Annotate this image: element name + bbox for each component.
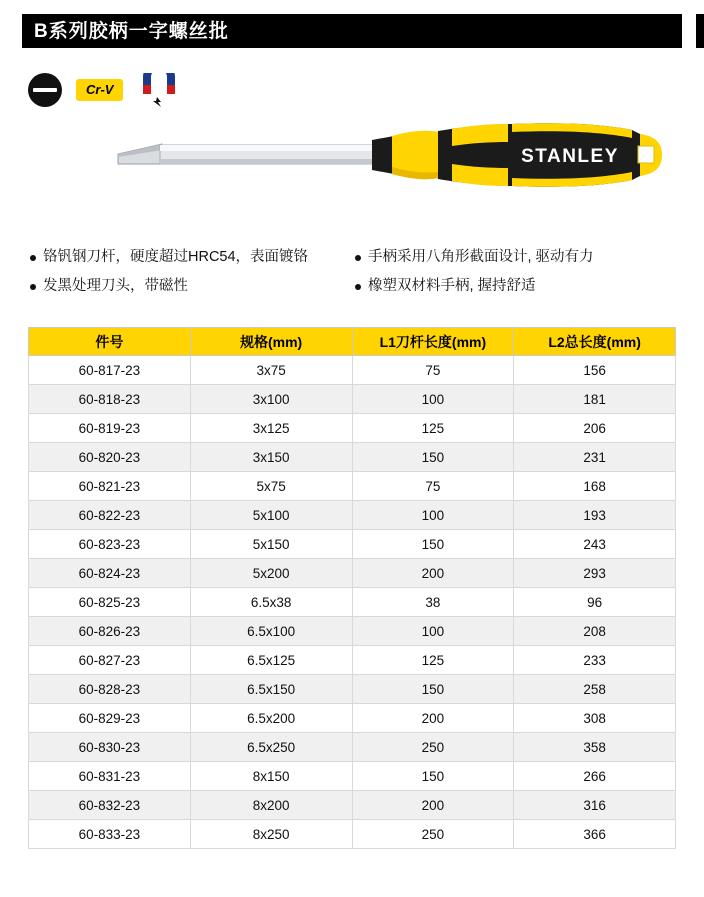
cell-part-number: 60-828-23	[29, 675, 191, 704]
cell-part-number: 60-833-23	[29, 820, 191, 849]
cell-total-length: 308	[514, 704, 676, 733]
table-row	[29, 530, 676, 559]
feature-text: 铬钒钢刀杆，硬度超过HRC54，表面镀铬	[43, 249, 309, 265]
list-item	[30, 248, 355, 268]
cell-blade-length: 200	[352, 791, 514, 820]
feature-list	[30, 248, 680, 305]
cell-blade-length: 200	[352, 704, 514, 733]
cell-part-number: 60-825-23	[29, 588, 191, 617]
bullet-icon	[30, 284, 36, 290]
feature-text: 橡塑双材料手柄, 握持舒适	[368, 277, 536, 294]
cell-part-number: 60-827-23	[29, 646, 191, 675]
cell-total-length: 233	[514, 646, 676, 675]
cell-blade-length: 75	[352, 356, 514, 385]
cell-part-number: 60-832-23	[29, 791, 191, 820]
cell-total-length: 168	[514, 472, 676, 501]
table-row	[29, 414, 676, 443]
magnet-icon	[137, 73, 181, 107]
svg-text:STANLEY: STANLEY	[521, 146, 619, 167]
table-row	[29, 704, 676, 733]
cell-size: 3x125	[190, 414, 352, 443]
column-header-total-length: L2总长度(mm)	[514, 328, 676, 356]
cell-size: 5x200	[190, 559, 352, 588]
table-row	[29, 559, 676, 588]
page-title: B系列胶柄一字螺丝批	[34, 20, 229, 42]
list-item	[30, 277, 355, 297]
cell-total-length: 231	[514, 443, 676, 472]
cell-size: 3x100	[190, 385, 352, 414]
cell-part-number: 60-826-23	[29, 617, 191, 646]
badge-row	[28, 72, 181, 108]
cell-blade-length: 125	[352, 414, 514, 443]
column-header-size: 规格(mm)	[190, 328, 352, 356]
cell-size: 5x150	[190, 530, 352, 559]
cell-size: 3x75	[190, 356, 352, 385]
cell-total-length: 266	[514, 762, 676, 791]
table-row	[29, 675, 676, 704]
cell-total-length: 358	[514, 733, 676, 762]
cell-part-number: 60-831-23	[29, 762, 191, 791]
feature-text: 发黑处理刀头，带磁性	[43, 277, 188, 294]
cell-blade-length: 100	[352, 617, 514, 646]
cell-size: 6.5x125	[190, 646, 352, 675]
cell-size: 5x75	[190, 472, 352, 501]
cell-part-number: 60-823-23	[29, 530, 191, 559]
table-row	[29, 617, 676, 646]
feature-column-left	[30, 248, 355, 305]
page-header	[22, 14, 682, 48]
table-row	[29, 646, 676, 675]
cell-total-length: 366	[514, 820, 676, 849]
cell-total-length: 206	[514, 414, 676, 443]
cell-total-length: 156	[514, 356, 676, 385]
cell-part-number: 60-830-23	[29, 733, 191, 762]
table-row	[29, 501, 676, 530]
product-image	[22, 112, 682, 240]
cell-part-number: 60-819-23	[29, 414, 191, 443]
cell-blade-length: 75	[352, 472, 514, 501]
cell-part-number: 60-829-23	[29, 704, 191, 733]
table-row	[29, 733, 676, 762]
cell-total-length: 181	[514, 385, 676, 414]
table-row	[29, 762, 676, 791]
cell-size: 5x100	[190, 501, 352, 530]
bullet-icon	[30, 255, 36, 261]
cell-part-number: 60-822-23	[29, 501, 191, 530]
cell-part-number: 60-817-23	[29, 356, 191, 385]
table-row	[29, 472, 676, 501]
cell-size: 6.5x100	[190, 617, 352, 646]
cell-blade-length: 250	[352, 820, 514, 849]
list-item	[355, 248, 680, 268]
screwdriver-illustration	[22, 112, 682, 240]
cr-v-badge: Cr-V	[76, 79, 123, 101]
magnetic-badge	[137, 73, 181, 107]
cell-blade-length: 150	[352, 443, 514, 472]
page-edge-strip	[696, 14, 704, 48]
cell-total-length: 193	[514, 501, 676, 530]
table-row	[29, 791, 676, 820]
spec-table-body	[29, 356, 676, 849]
feature-column-right	[355, 248, 680, 305]
spec-table	[28, 327, 676, 849]
cell-part-number: 60-821-23	[29, 472, 191, 501]
cell-part-number: 60-824-23	[29, 559, 191, 588]
spec-table-wrapper	[28, 327, 676, 849]
bullet-icon	[355, 255, 361, 261]
cell-blade-length: 125	[352, 646, 514, 675]
cell-blade-length: 250	[352, 733, 514, 762]
cell-total-length: 293	[514, 559, 676, 588]
table-row	[29, 385, 676, 414]
cell-blade-length: 150	[352, 530, 514, 559]
cell-part-number: 60-820-23	[29, 443, 191, 472]
column-header-part-number: 件号	[29, 328, 191, 356]
table-row	[29, 820, 676, 849]
cell-size: 6.5x250	[190, 733, 352, 762]
table-header-row	[29, 328, 676, 356]
cell-blade-length: 100	[352, 385, 514, 414]
cell-size: 8x150	[190, 762, 352, 791]
table-row	[29, 588, 676, 617]
cell-total-length: 316	[514, 791, 676, 820]
cell-total-length: 258	[514, 675, 676, 704]
cell-blade-length: 100	[352, 501, 514, 530]
column-header-blade-length: L1刀杆长度(mm)	[352, 328, 514, 356]
cell-size: 6.5x150	[190, 675, 352, 704]
flat-head-icon	[28, 73, 62, 107]
cell-part-number: 60-818-23	[29, 385, 191, 414]
cell-size: 8x250	[190, 820, 352, 849]
cell-blade-length: 38	[352, 588, 514, 617]
cell-total-length: 208	[514, 617, 676, 646]
table-row	[29, 356, 676, 385]
cell-size: 3x150	[190, 443, 352, 472]
spec-table-head	[29, 328, 676, 356]
bullet-icon	[355, 284, 361, 290]
cell-size: 6.5x200	[190, 704, 352, 733]
cell-blade-length: 150	[352, 762, 514, 791]
cell-blade-length: 200	[352, 559, 514, 588]
table-row	[29, 443, 676, 472]
cell-total-length: 96	[514, 588, 676, 617]
cell-size: 6.5x38	[190, 588, 352, 617]
cell-blade-length: 150	[352, 675, 514, 704]
list-item	[355, 277, 680, 297]
cell-size: 8x200	[190, 791, 352, 820]
feature-text: 手柄采用八角形截面设计, 驱动有力	[368, 249, 594, 265]
cell-total-length: 243	[514, 530, 676, 559]
